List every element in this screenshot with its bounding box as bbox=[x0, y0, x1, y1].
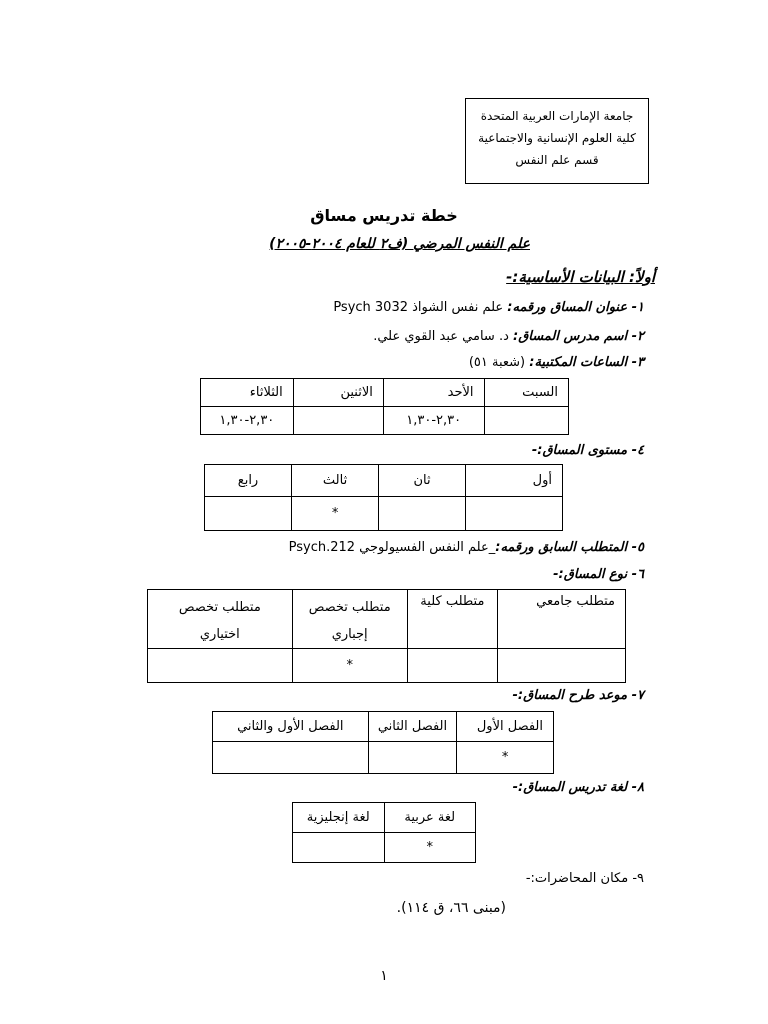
table-header-cell: السبت bbox=[484, 379, 568, 407]
table-cell bbox=[205, 497, 292, 531]
office-hours-label: ٣- الساعات المكتبية: bbox=[529, 355, 644, 370]
college-name: كلية العلوم الإنسانية والاجتماعية bbox=[478, 131, 636, 145]
level-line bbox=[532, 443, 644, 458]
course-title-value: علم نفس الشواذ Psych 3032 bbox=[333, 300, 508, 315]
table-header-cell bbox=[498, 590, 626, 649]
table-cell bbox=[293, 833, 385, 863]
office-hours-value: (شعبة ٥١) bbox=[468, 355, 530, 370]
table-cell: * bbox=[384, 833, 476, 863]
university-name: جامعة الإمارات العربية المتحدة bbox=[480, 109, 634, 123]
table-cell bbox=[293, 407, 383, 435]
prerequisite-value: _علم النفس الفسيولوجي Psych.212 bbox=[288, 540, 496, 555]
table-header-cell bbox=[292, 590, 407, 649]
table-cell: ٢,٣٠-١,٣٠ bbox=[201, 407, 294, 435]
header-line: اختياري bbox=[199, 627, 240, 642]
header-line: متطلب تخصص bbox=[178, 600, 261, 615]
table-cell bbox=[148, 649, 293, 683]
table-header-cell: الفصل الأول والثاني bbox=[213, 712, 369, 742]
offering-label: ٧- موعد طرح المساق:- bbox=[512, 688, 644, 703]
table-header-cell: الأحد bbox=[383, 379, 484, 407]
instructor-label: ٢- اسم مدرس المساق: bbox=[513, 329, 644, 344]
table-header-cell: الاثنين bbox=[293, 379, 383, 407]
course-title-label: ١- عنوان المساق ورقمه: bbox=[507, 300, 644, 315]
section-heading: أولاً: البيانات الأساسية:- bbox=[506, 268, 655, 286]
course-title-line bbox=[333, 300, 644, 315]
instructor-line bbox=[373, 329, 644, 344]
location-value: (مبنى ٦٦، ق ١١٤). bbox=[396, 900, 506, 916]
location-label: ٩- مكان المحاضرات:- bbox=[525, 871, 644, 886]
table-header-cell bbox=[148, 590, 293, 649]
course-subtitle: علم النفس المرضي (ف٢ للعام ٢٠٠٤-٢٠٠٥) bbox=[269, 236, 530, 252]
header-line: متطلب تخصص bbox=[308, 600, 391, 615]
language-label: ٨- لغة تدريس المساق:- bbox=[512, 780, 644, 795]
document-title: خطة تدريس مساق bbox=[310, 206, 458, 225]
prerequisite-line bbox=[289, 540, 644, 555]
table-cell: ٢,٣٠-١,٣٠ bbox=[383, 407, 484, 435]
offering-table bbox=[212, 711, 554, 774]
level-label: ٤- مستوى المساق:- bbox=[531, 443, 644, 458]
university-header-box bbox=[465, 98, 649, 184]
header-line: متطلب كلية bbox=[420, 594, 485, 609]
table-cell bbox=[368, 742, 457, 774]
table-cell bbox=[379, 497, 466, 531]
prerequisite-label: ٥- المتطلب السابق ورقمه: bbox=[495, 540, 644, 555]
table-header-cell: الفصل الأول bbox=[457, 712, 554, 742]
type-table bbox=[147, 589, 626, 683]
table-header-cell: الفصل الثاني bbox=[368, 712, 457, 742]
header-line: متطلب جامعي bbox=[536, 594, 615, 609]
header-line: إجباري bbox=[331, 627, 368, 642]
table-cell bbox=[484, 407, 568, 435]
type-line bbox=[553, 567, 644, 582]
type-label: ٦- نوع المساق:- bbox=[553, 567, 644, 582]
table-header-cell: رابع bbox=[205, 465, 292, 497]
table-header-cell: ثان bbox=[379, 465, 466, 497]
table-cell bbox=[213, 742, 369, 774]
location-line bbox=[526, 871, 644, 886]
table-cell bbox=[498, 649, 626, 683]
office-hours-table bbox=[200, 378, 569, 435]
table-header-cell: أول bbox=[466, 465, 563, 497]
table-header-cell: الثلاثاء bbox=[201, 379, 294, 407]
instructor-value: د. سامي عبد القوي علي. bbox=[373, 329, 514, 344]
offering-line bbox=[513, 688, 644, 703]
table-cell bbox=[466, 497, 563, 531]
table-cell bbox=[407, 649, 497, 683]
table-header-cell bbox=[407, 590, 497, 649]
level-table bbox=[204, 464, 563, 531]
table-header-cell: ثالث bbox=[292, 465, 379, 497]
department-name: قسم علم النفس bbox=[515, 153, 599, 167]
language-table bbox=[292, 802, 476, 863]
office-hours-line bbox=[469, 355, 644, 370]
table-cell: * bbox=[457, 742, 554, 774]
language-line bbox=[513, 780, 644, 795]
table-header-cell: لغة إنجليزية bbox=[293, 803, 385, 833]
table-header-cell: لغة عربية bbox=[384, 803, 476, 833]
table-cell: * bbox=[292, 497, 379, 531]
page-number: ١ bbox=[380, 968, 388, 984]
table-cell: * bbox=[292, 649, 407, 683]
